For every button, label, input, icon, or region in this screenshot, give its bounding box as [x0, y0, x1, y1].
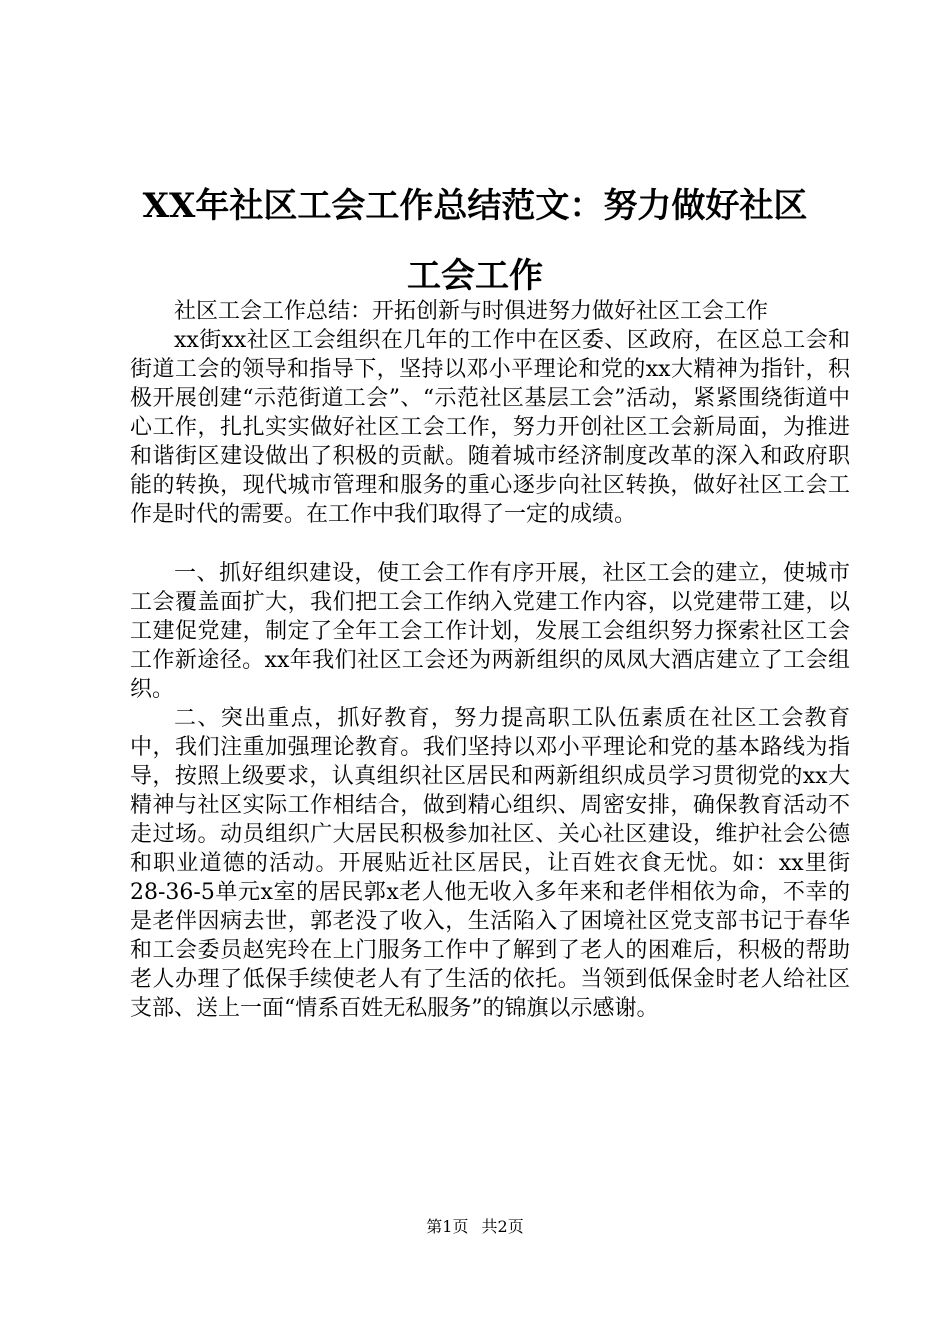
page-number: 第1页 — [426, 1217, 469, 1236]
paragraph-intro: xx街xx社区工会组织在几年的工作中在区委、区政府，在区总工会和街道工会的领导和指导下，坚持以邓小平理论和党的xx大精神为指针，积极开展创建“示范街道工会”、“示范社区基层工会”活动，紧紧围绕街道中心工作，扎扎实实做好社区工会工作，努力开创社区工会新局面，为推进和谐街区建设做出了积极的贡献。随着城市经济制度改革的深入和政府职能的转换，现代城市管理和服务的重心逐步向社区转换，做好社区工会工作是时代的需要。在工作中我们取得了一定的成绩。 — [130, 328, 850, 527]
page-footer — [0, 1214, 950, 1237]
document-body — [130, 297, 850, 1023]
paragraph-section-2: 二、突出重点，抓好教育，努力提高职工队伍素质在社区工会教育中，我们注重加强理论教育。我们坚持以邓小平理论和党的基本路线为指导，按照上级要求，认真组织社区居民和两新组织成员学习贯彻党的xx大精神与社区实际工作相结合，做到精心组织、周密安排，确保教育活动不走过场。动员组织广大居民积极参加社区、关心社区建设，维护社会公德和职业道德的活动。开展贴近社区居民，让百姓衣食无忧。如：xx里街28-36-5单元x室的居民郭x老人他无收入多年来和老伴相依为命，不幸的是老伴因病去世，郭老没了收入，生活陷入了困境社区党支部书记于春华和工会委员赵宪玲在上门服务工作中了解到了老人的困难后，积极的帮助老人办理了低保手续使老人有了生活的依托。当领到低保金时老人给社区支部、送上一面“情系百姓无私服务”的锦旗以示感谢。 — [130, 706, 850, 1021]
document-title-line-1: XX年社区工会工作总结范文：努力做好社区 — [142, 186, 808, 226]
paragraph-spacer — [130, 529, 850, 559]
paragraph-section-1: 一、抓好组织建设，使工会工作有序开展，社区工会的建立，使城市工会覆盖面扩大，我们把工会工作纳入党建工作内容，以党建带工建，以工建促党建，制定了全年工会工作计划，发展工会组织努力探索社区工会工作新途径。xx年我们社区工会还为两新组织的凤凤大酒店建立了工会组织。 — [130, 561, 850, 702]
page-total: 共2页 — [481, 1217, 524, 1236]
document-title-line-2: 工会工作 — [407, 256, 543, 296]
paragraph-subtitle: 社区工会工作总结：开拓创新与时俱进努力做好社区工会工作 — [174, 299, 769, 324]
